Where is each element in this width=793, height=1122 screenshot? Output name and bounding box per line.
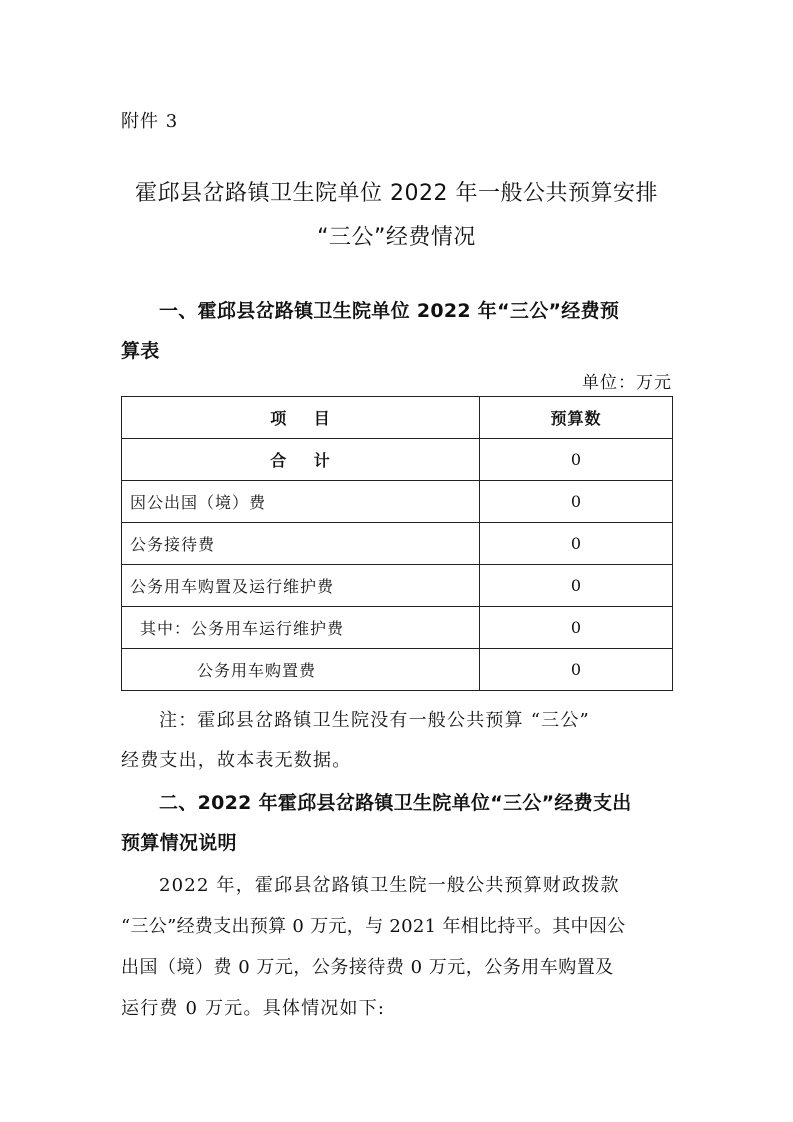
row-value-overseas: 0 [480, 481, 673, 523]
row-value-vehicle: 0 [480, 565, 673, 607]
table-row [122, 481, 673, 523]
attachment-label: 附件 3 [121, 111, 179, 132]
table-row-total [122, 439, 673, 481]
row-label-vehicle-maintenance: 其中：公务用车运行维护费 [122, 607, 480, 649]
section1-heading-line-1: 一、霍邱县岔路镇卫生院单位 2022 年“三公”经费预 [159, 300, 620, 322]
section2-heading-line-2: 预算情况说明 [121, 832, 237, 854]
section1-heading-line-2: 算表 [121, 340, 160, 362]
header-item: 项 目 [122, 397, 480, 439]
document-title-line-1: 霍邱县岔路镇卫生院单位 2022 年一般公共预算安排 [135, 181, 658, 206]
table-row [122, 649, 673, 691]
table-row [122, 523, 673, 565]
three-public-budget-table [121, 396, 673, 691]
table-row [122, 607, 673, 649]
paragraph-line-3: 出国（境）费 0 万元，公务接待费 0 万元，公务用车购置及 [121, 957, 614, 978]
row-value-vehicle-purchase: 0 [480, 649, 673, 691]
paragraph-line-1: 2022 年，霍邱县岔路镇卫生院一般公共预算财政拨款 [159, 875, 620, 896]
row-value-reception: 0 [480, 523, 673, 565]
table-note-line-2: 经费支出，故本表无数据。 [121, 750, 352, 771]
header-amount: 预算数 [480, 397, 673, 439]
table-header-row [122, 397, 673, 439]
paragraph-line-4: 运行费 0 万元。具体情况如下: [121, 998, 386, 1019]
row-value-vehicle-maintenance: 0 [480, 607, 673, 649]
row-label-reception: 公务接待费 [122, 523, 480, 565]
section2-heading-line-1: 二、2022 年霍邱县岔路镇卫生院单位“三公”经费支出 [159, 792, 632, 814]
row-value-total: 0 [480, 439, 673, 481]
table-row [122, 565, 673, 607]
unit-label: 单位：万元 [582, 373, 672, 393]
row-label-vehicle-purchase: 公务用车购置费 [122, 649, 480, 691]
row-label-total: 合 计 [122, 439, 480, 481]
row-label-overseas: 因公出国（境）费 [122, 481, 480, 523]
table-note-line-1: 注：霍邱县岔路镇卫生院没有一般公共预算 “三公” [159, 710, 590, 731]
document-title-line-2: “三公”经费情况 [317, 225, 476, 250]
row-label-vehicle: 公务用车购置及运行维护费 [122, 565, 480, 607]
paragraph-line-2: “三公”经费支出预算 0 万元，与 2021 年相比持平。其中因公 [121, 916, 626, 937]
